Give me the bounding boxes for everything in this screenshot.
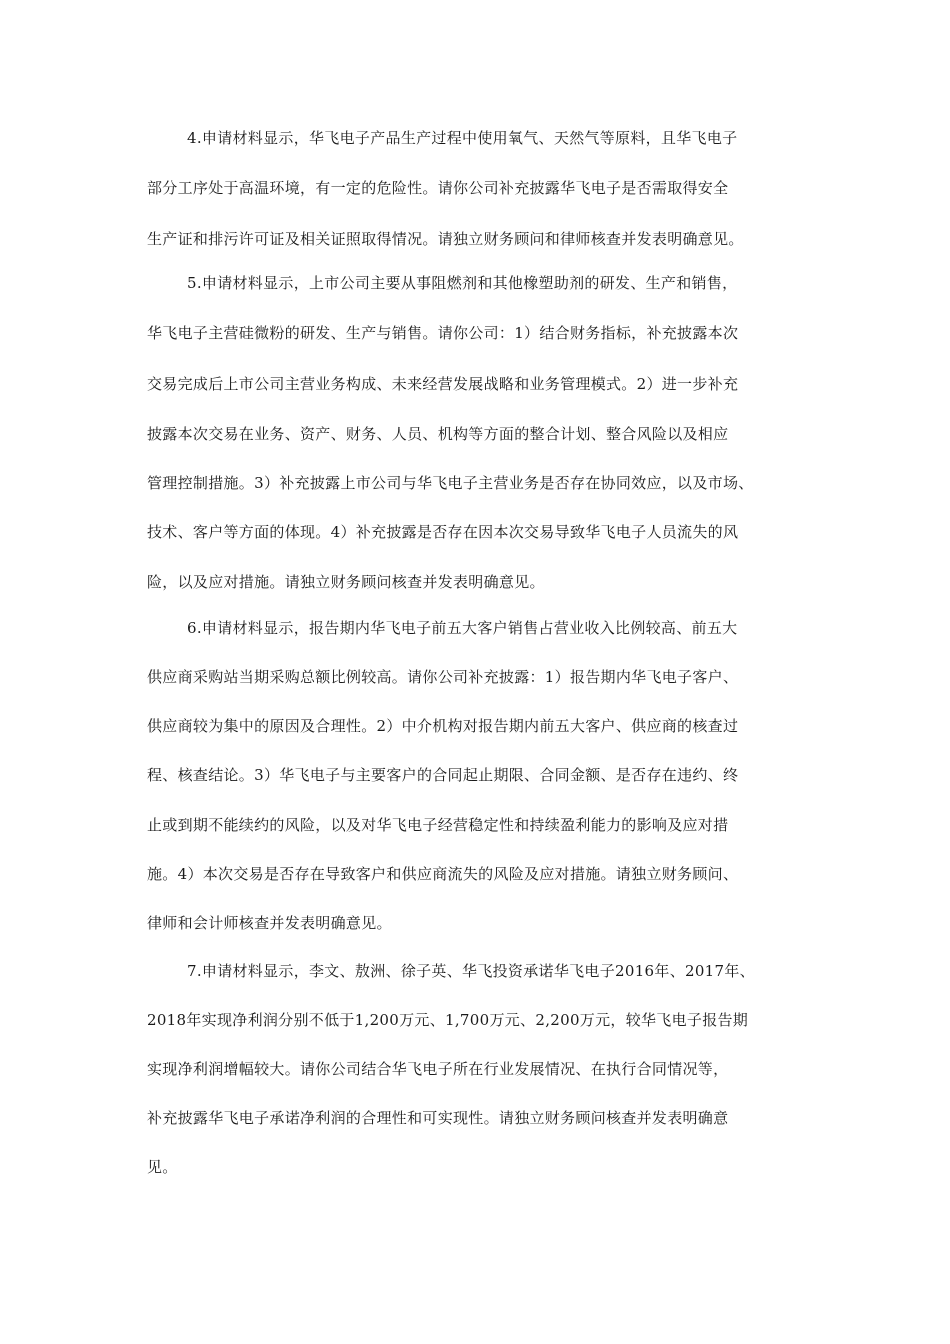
q7-line-1: 7.申请材料显示，李文、敖洲、徐子英、华飞投资承诺华飞电子2016年、2017年、	[187, 962, 755, 980]
q7-line-5: 见。	[147, 1158, 178, 1176]
q7-line-2: 2018年实现净利润分别不低于1,200万元、1,700万元、2,200万元，较华飞电子报告期	[147, 1011, 749, 1029]
q5-line-3: 交易完成后上市公司主营业务构成、未来经营发展战略和业务管理模式。2）进一步补充	[147, 375, 739, 393]
q6-line-6: 施。4）本次交易是否存在导致客户和供应商流失的风险及应对措施。请独立财务顾问、	[147, 865, 739, 883]
q5-line-4: 披露本次交易在业务、资产、财务、人员、机构等方面的整合计划、整合风险以及相应	[147, 425, 729, 443]
q6-line-3: 供应商较为集中的原因及合理性。2）中介机构对报告期内前五大客户、供应商的核查过	[147, 717, 739, 735]
q5-line-5: 管理控制措施。3）补充披露上市公司与华飞电子主营业务是否存在协同效应，以及市场、	[147, 474, 754, 492]
q5-line-1: 5.申请材料显示，上市公司主要从事阻燃剂和其他橡塑助剂的研发、生产和销售，	[187, 274, 738, 292]
q5-line-6: 技术、客户等方面的体现。4）补充披露是否存在因本次交易导致华飞电子人员流失的风	[147, 523, 739, 541]
q5-line-7: 险，以及应对措施。请独立财务顾问核查并发表明确意见。	[147, 573, 545, 591]
q6-line-2: 供应商采购站当期采购总额比例较高。请你公司补充披露：1）报告期内华飞电子客户、	[147, 668, 739, 686]
q4-line-1: 4.申请材料显示，华飞电子产品生产过程中使用氧气、天然气等原料，且华飞电子	[187, 129, 738, 147]
q6-line-4: 程、核查结论。3）华飞电子与主要客户的合同起止期限、合同金额、是否存在违约、终	[147, 766, 739, 784]
q4-line-2: 部分工序处于高温环境，有一定的危险性。请你公司补充披露华飞电子是否需取得安全	[147, 179, 729, 197]
q5-line-2: 华飞电子主营硅微粉的研发、生产与销售。请你公司：1）结合财务指标，补充披露本次	[147, 324, 739, 342]
q4-line-3: 生产证和排污许可证及相关证照取得情况。请独立财务顾问和律师核查并发表明确意见。	[147, 230, 744, 248]
q6-line-5: 止或到期不能续约的风险，以及对华飞电子经营稳定性和持续盈利能力的影响及应对措	[147, 816, 729, 834]
q6-line-1: 6.申请材料显示，报告期内华飞电子前五大客户销售占营业收入比例较高、前五大	[187, 619, 738, 637]
q7-line-3: 实现净利润增幅较大。请你公司结合华飞电子所在行业发展情况、在执行合同情况等，	[147, 1060, 729, 1078]
q6-line-7: 律师和会计师核查并发表明确意见。	[147, 914, 392, 932]
q7-line-4: 补充披露华飞电子承诺净利润的合理性和可实现性。请独立财务顾问核查并发表明确意	[147, 1109, 729, 1127]
